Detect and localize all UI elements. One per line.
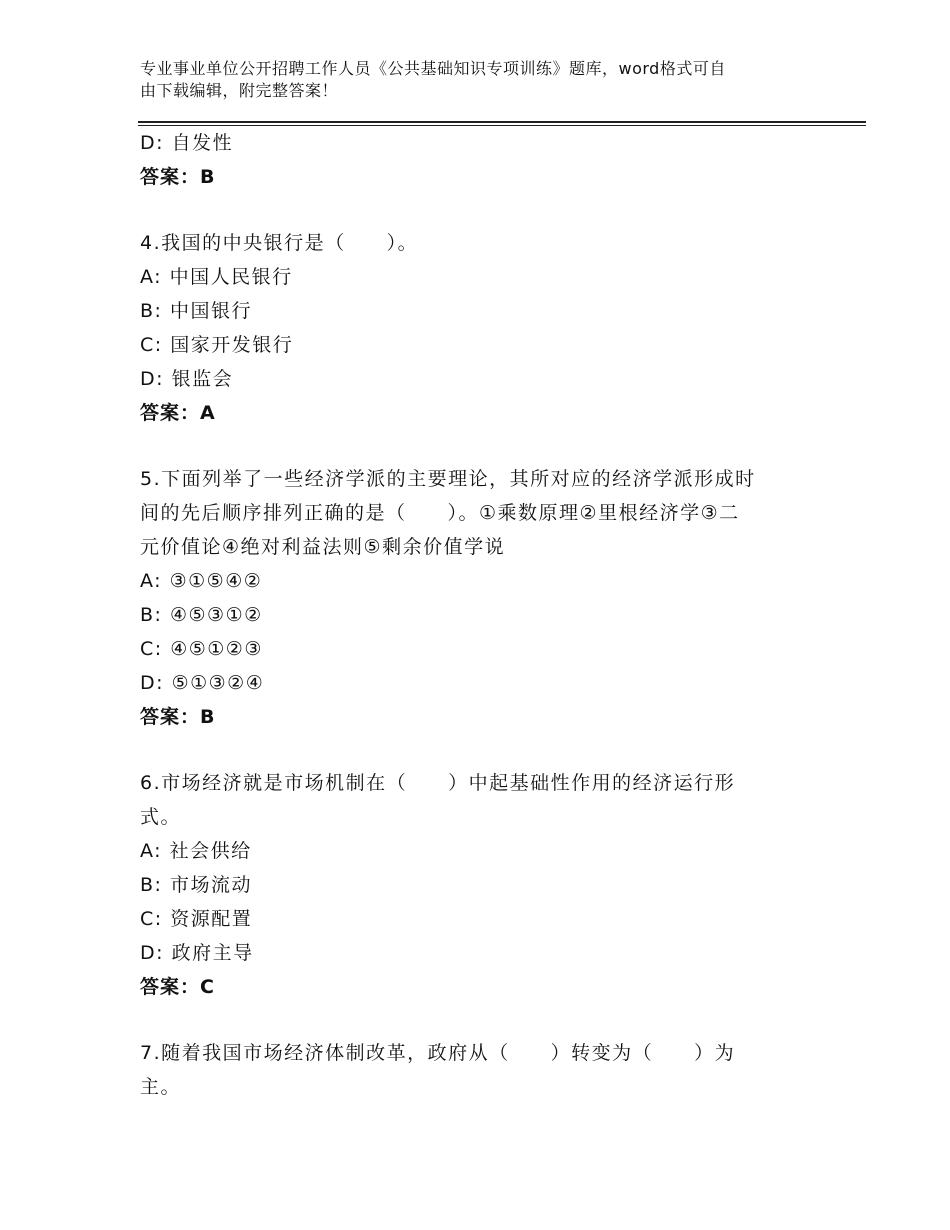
header-divider-thick: [138, 121, 866, 123]
answer-line: 答案：B: [140, 166, 216, 188]
option-d: D: 银监会: [140, 368, 234, 390]
question-stem: 7.随着我国市场经济体制改革，政府从（ ）转变为（ ）为: [140, 1042, 736, 1064]
question-stem: 主。: [140, 1076, 182, 1098]
option-c: C: ④⑤①②③: [140, 638, 263, 660]
option-b: B: 中国银行: [140, 300, 252, 322]
answer-line: 答案：C: [140, 976, 215, 998]
question-stem: 5.下面列举了一些经济学派的主要理论，其所对应的经济学派形成时: [140, 468, 756, 490]
spacer: [140, 430, 800, 462]
question-block-4: [140, 226, 800, 430]
spacer: [140, 194, 800, 226]
header-line-1: 专业事业单位公开招聘工作人员《公共基础知识专项训练》题库，word格式可自: [140, 59, 726, 78]
option-c: C: 资源配置: [140, 908, 253, 930]
page-header: [140, 58, 810, 102]
option-a: A: 社会供给: [140, 840, 252, 862]
question-stem: 元价值论④绝对利益法则⑤剩余价值学说: [140, 536, 506, 558]
question-block-5: [140, 462, 800, 734]
answer-line: 答案：B: [140, 706, 216, 728]
question-block-6: [140, 766, 800, 1004]
spacer: [140, 1004, 800, 1036]
option-b: B: 市场流动: [140, 874, 252, 896]
spacer: [140, 734, 800, 766]
question-stem: 4.我国的中央银行是（ ）。: [140, 232, 419, 254]
question-block-7: [140, 1036, 800, 1104]
question-stem: 6.市场经济就是市场机制在（ ）中起基础性作用的经济运行形: [140, 772, 736, 794]
option-a: A: ③①⑤④②: [140, 570, 263, 592]
question-stem: 式。: [140, 806, 182, 828]
question-list: [140, 126, 800, 1104]
question-stem: 间的先后顺序排列正确的是（ ）。①乘数原理②里根经济学③二: [140, 502, 740, 524]
option-b: B: ④⑤③①②: [140, 604, 263, 626]
answer-line: 答案：A: [140, 402, 216, 424]
option-d: D: 政府主导: [140, 942, 254, 964]
option-d: D: 自发性: [140, 132, 234, 154]
option-d: D: ⑤①③②④: [140, 672, 265, 694]
option-c: C: 国家开发银行: [140, 334, 294, 356]
question-block-prev: [140, 126, 800, 194]
header-line-2: 由下载编辑，附完整答案！: [140, 81, 339, 100]
option-a: A: 中国人民银行: [140, 266, 293, 288]
